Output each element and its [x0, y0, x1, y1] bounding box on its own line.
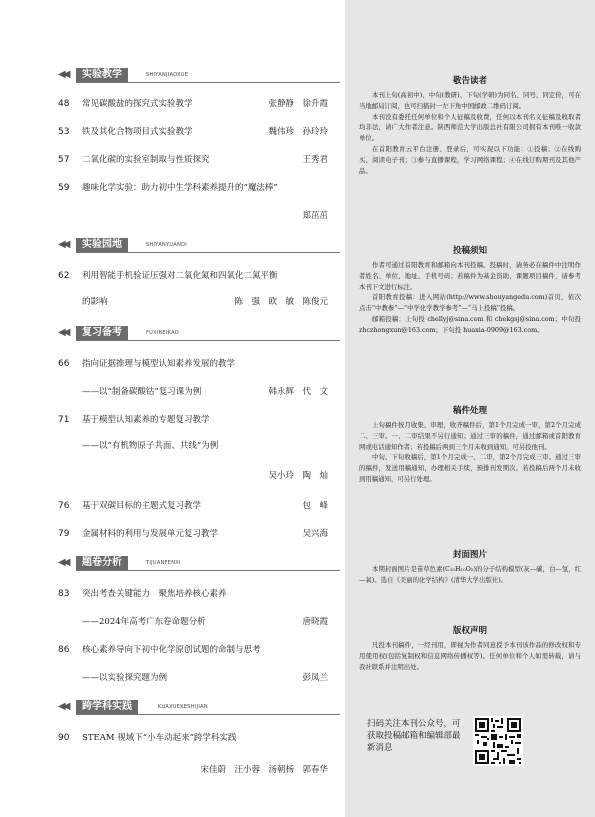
section-header	[58, 556, 340, 570]
section-rule	[76, 714, 340, 715]
article-title: STEAM 视域下“小车动起来”跨学科实践	[82, 733, 237, 743]
article-title: 利用智能手机验证压强对二氧化氮和四氧化二氮平衡	[82, 271, 278, 281]
article-authors: 吴兴海	[302, 529, 328, 539]
page-number: 83	[58, 589, 70, 599]
section-rule	[76, 82, 340, 83]
double-left-arrow-icon: ◀◀	[58, 69, 68, 80]
notice-paragraph: 本刊没有委托任何单位和个人征稿及收费，任何以本刊名义征稿及收取者均非法，请广大作者注意。陕西师范大学出版总社有限公司拥有本刊唯一收款单位。	[359, 112, 581, 143]
section-label: 复习备考	[76, 326, 128, 340]
submission-paragraph: 邮箱投稿：上旬投 chellyj@sina.com 和 chekgsj@sina.com；中旬投 zhczhongxun@163.com；下旬投 huaxia-0909@163.com。	[359, 314, 581, 334]
article-authors: 郑茁茁	[302, 211, 328, 221]
section-rule	[76, 340, 340, 341]
article-authors: 韩永辉 代 文	[268, 387, 328, 397]
processing-heading: 稿件处理	[452, 406, 487, 416]
section-pinyin: KUAXUEKESHIJIAN	[158, 704, 208, 710]
article-title: 基于双碳目标的主题式复习教学	[82, 501, 202, 511]
article-title: 基于模型认知素养的专题复习教学	[82, 415, 210, 425]
page-number: 90	[58, 733, 70, 743]
article-title: 铁及其化合物项目式实验教学	[82, 127, 193, 137]
article-title: 核心素养导向下初中化学原创试题的命制与思考	[82, 645, 261, 655]
article-subtitle: ——以“制备碳酸钴”复习课为例	[82, 387, 202, 397]
copyright-body	[359, 640, 581, 672]
article-authors: 吴小玲 陶 灿	[268, 471, 328, 481]
page-number: 62	[58, 271, 70, 281]
page-number: 71	[58, 415, 70, 425]
processing-paragraph: 上旬稿件按月收集、审理，收齐稿件后，第1个月完成一审，第2个月完成二、三审。一、二审结果不另行通知；通过三审的稿件，通过邮箱或首阳教育网或电话通知作者；若投稿后两到三个月未收到通知，可另投他刊。	[359, 421, 581, 451]
double-left-arrow-icon: ◀◀	[58, 557, 68, 568]
double-left-arrow-icon: ◀◀	[58, 701, 68, 712]
article-authors: 王秀君	[302, 155, 328, 165]
section-label: 实验教学	[76, 68, 128, 82]
submission-paragraph: 首阳教育投稿：进入网站(http://www.shouyangedu.com)首页，依次点击“中教参”—“中学化学教学参考”—“马上投稿”投稿。	[359, 293, 581, 313]
page-number: 66	[58, 359, 70, 369]
article-authors: 魏伟珍 孙玲玲	[268, 127, 328, 137]
qr-caption: 扫码关注本刊公众号，可获取投稿邮箱和编辑部最新消息	[367, 719, 461, 753]
article-authors: 陈 强 欧 敏 陈俊元	[234, 297, 328, 307]
article-authors: 宋佳蔚 汪小蓉 汤朝杨 郭春华	[200, 765, 328, 775]
section-pinyin: SHIYANYUANDI	[146, 242, 188, 248]
article-subtitle: ——以实验探究题为例	[82, 673, 168, 683]
page-number: 76	[58, 501, 70, 511]
page-number: 59	[58, 183, 70, 193]
section-pinyin: TIJUANFENXI	[146, 560, 181, 566]
page-number: 86	[58, 645, 70, 655]
article-title: 金属材料的利用与发展单元复习教学	[82, 529, 219, 539]
section-pinyin: FUXIBEIKAO	[146, 330, 179, 336]
section-label: 题卷分析	[76, 556, 128, 570]
notice-body	[359, 90, 581, 176]
article-title: 趣味化学实验：助力初中生学科素养提升的“魔法棒”	[82, 183, 278, 193]
copyright-paragraph: 凡投本刊稿件，一经刊用，即视为作者同意授予本刊该作品的修改权和专用使用权(包括复制权和信息网络传播权等)。任何单位和个人如需转载，请与我社联系并注明出处。	[359, 641, 581, 671]
section-label: 实验园地	[76, 238, 128, 252]
submission-body	[359, 260, 581, 336]
section-header	[58, 68, 340, 82]
notice-heading: 敬告读者	[452, 76, 487, 86]
article-authors: 唐晓霞	[302, 617, 328, 627]
page-number: 79	[58, 529, 70, 539]
section-pinyin: SHIYANJIAOXUE	[146, 72, 189, 78]
notice-paragraph: 在首阳教育云平台注册、登录后，可实现以下功能：①投稿；②在线购买、阅读电子刊；③参与直播课程，学习网络课程；④在线订购期刊及其他产品。	[359, 144, 581, 175]
processing-body	[359, 420, 581, 485]
section-header	[58, 326, 340, 340]
page-number: 57	[58, 155, 70, 165]
notice-paragraph: 本刊上旬(高初中)、中旬(教研)、下旬(学研)为同名、同号、同定价，可在当地邮局订阅，也可扫描封一左下角中国邮政二维码订阅。	[359, 91, 581, 110]
section-header	[58, 238, 340, 252]
cover-body	[359, 564, 581, 586]
section-label: 跨学科实践	[76, 700, 138, 714]
article-authors: 彭凤兰	[302, 673, 328, 683]
sidebar-notices	[345, 0, 595, 817]
article-title: 突出考查关键能力 聚焦培养核心素养	[82, 589, 227, 599]
section-header	[58, 700, 340, 714]
double-left-arrow-icon: ◀◀	[58, 327, 68, 338]
page-number: 48	[58, 99, 70, 109]
submission-heading: 投稿须知	[452, 246, 487, 256]
article-title: 指向证据推理与模型认知素养发展的教学	[82, 359, 236, 369]
copyright-heading: 版权声明	[452, 626, 487, 636]
article-subtitle: ——以“有机物原子共面、共线”为例	[82, 441, 219, 451]
article-title: 二氧化碳的实验室制取与性质探究	[82, 155, 210, 165]
page-number: 53	[58, 127, 70, 137]
article-authors: 包 峰	[302, 501, 328, 511]
qr-code[interactable]	[473, 716, 523, 766]
cover-heading: 封面图片	[452, 550, 487, 560]
cover-paragraph: 本期封面图片是苗草色素(C₁₅H₁₀O₅)的分子结构模型(灰—碳，白—氢，红—氧)。选自《美丽的化学结构》(清华大学出版社)。	[359, 565, 581, 584]
section-rule	[76, 570, 340, 571]
processing-paragraph: 中旬、下旬收稿后，第1个月完成一、二审，第2个月完成三审。通过三审的稿件，发送用稿通知，办理相关手续，预排刊发期次。若投稿后两个月未收到用稿通知，可另行处理。	[359, 453, 581, 483]
double-left-arrow-icon: ◀◀	[58, 239, 68, 250]
article-authors: 张静静 徐升霞	[268, 99, 328, 109]
article-subtitle: ——2024年高考广东卷命题分析	[82, 617, 206, 627]
section-rule	[76, 252, 340, 253]
article-title-continued: 的影响	[82, 297, 108, 307]
submission-paragraph: 作者可通过首阳教育和邮箱向本刊投稿。投稿时，请务必在稿件中注明作者姓名、单位、地址、手机号码；若稿件为基金资助、课题项目稿件，请参考本刊下文进行标注。	[359, 261, 581, 291]
article-title: 常见碳酸盐的探究式实验教学	[82, 99, 193, 109]
